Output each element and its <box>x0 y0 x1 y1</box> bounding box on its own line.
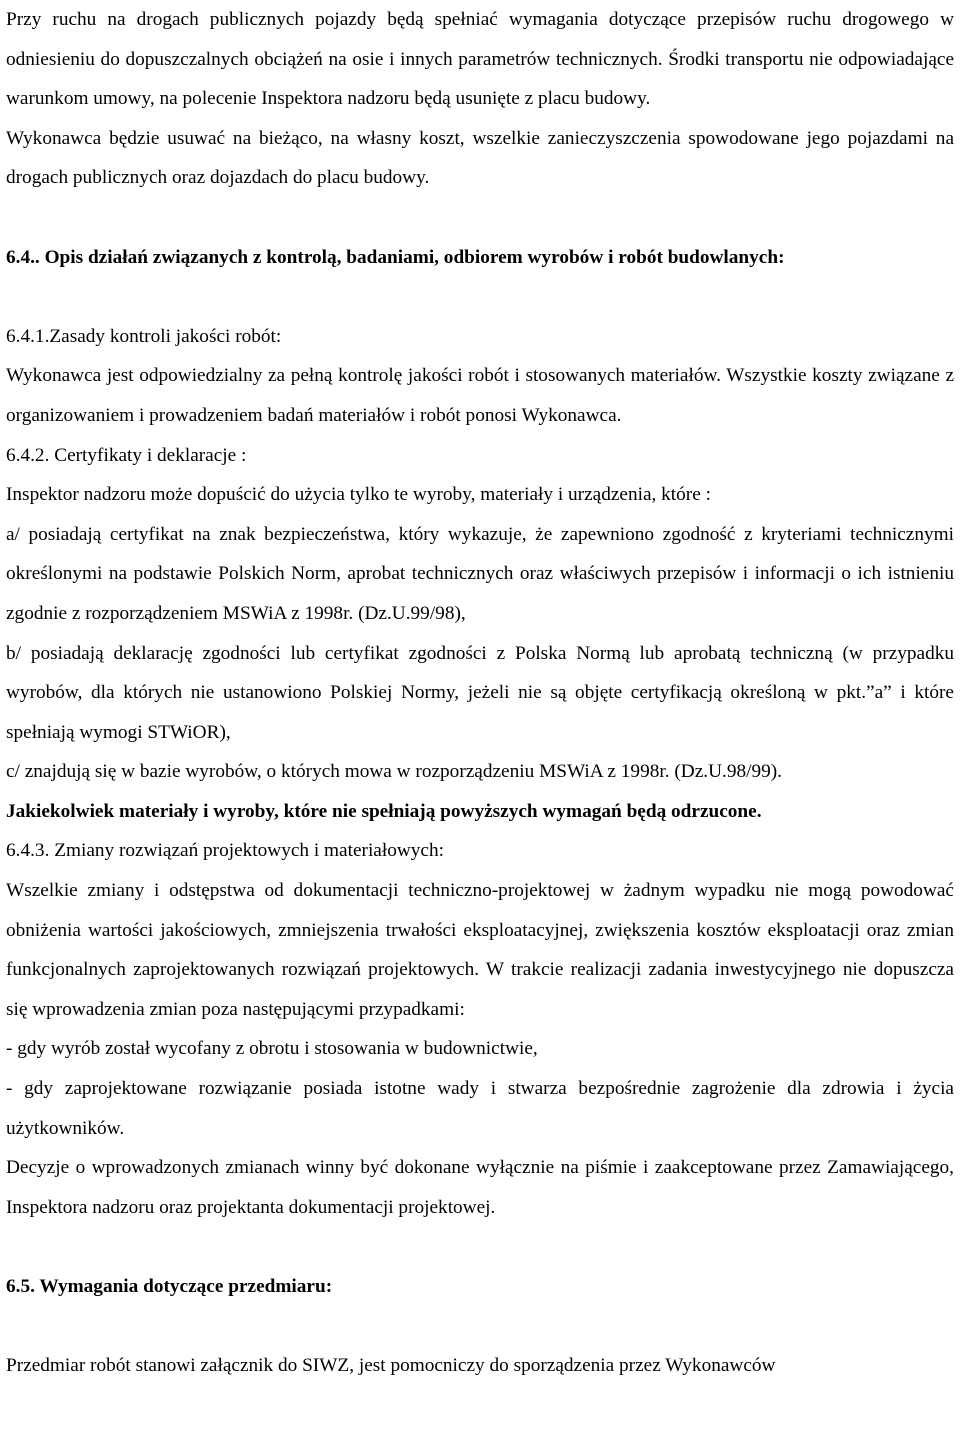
paragraph-inspector-approval: Inspektor nadzoru może dopuścić do użycia tylko te wyroby, materiały i urządzenia, które : <box>6 484 711 506</box>
section-heading-6-5: 6.5. Wymagania dotyczące przedmiaru: <box>6 1276 333 1297</box>
list-item-c: c/ znajdują się w bazie wyrobów, o których mowa w rozporządzeniu MSWiA z 1998r. (Dz.U.98/99). <box>6 761 782 783</box>
rejection-notice: Jakiekolwiek materiały i wyroby, które nie spełniają powyższych wymagań będą odrzucone. <box>6 800 762 822</box>
subsection-heading-6-4-2: 6.4.2. Certyfikaty i deklaracje : <box>6 444 247 466</box>
spacer <box>6 1307 954 1347</box>
spacer <box>6 198 954 238</box>
list-item-a: a/ posiadają certyfikat na znak bezpieczeństwa, który wykazuje, że zapewniono zgodność z kryteriami technicznymi określonymi na podstawie Polskich Norm, aprobat technicznych oraz właściwych przepisów i informacji o ich istnieniu zgodnie z rozporządzeniem MSWiA z 1998r. (Dz.U.99/98), <box>6 523 954 624</box>
paragraph-design-changes: Wszelkie zmiany i odstępstwa od dokumentacji techniczno-projektowej w żadnym wypadku nie mogą powodować obniżenia wartości jakościowych, zmniejszenia trwałości eksploatacyjnej, zwiększenia kosztów eksploatacji oraz zmian funkcjonalnych zaprojektowanych rozwiązań projektowych. W trakcie realizacji zadania inwestycyjnego nie dopuszcza się wprowadzenia zmian poza następującymi przypadkami: <box>6 880 954 1020</box>
list-item-design-defect: - gdy zaprojektowane rozwiązanie posiada istotne wady i stwarza bezpośrednie zagrożenie dla zdrowia i życia użytkowników. <box>6 1078 954 1139</box>
list-item-withdrawn-product: - gdy wyrób został wycofany z obrotu i stosowania w budownictwie, <box>6 1038 538 1060</box>
list-item-b: b/ posiadają deklarację zgodności lub certyfikat zgodności z Polska Normą lub aprobatą techniczną (w przypadku wyrobów, dla których nie ustanowiono Polskiej Normy, jeżeli nie są objęte certyfikacją określoną w pkt.”a” i które spełniają wymogi STWiOR), <box>6 642 954 743</box>
spacer <box>6 277 954 317</box>
subsection-heading-6-4-3: 6.4.3. Zmiany rozwiązań projektowych i materiałowych: <box>6 840 444 862</box>
paragraph-traffic-requirements: Przy ruchu na drogach publicznych pojazdy będą spełniać wymagania dotyczące przepisów ruchu drogowego w odniesieniu do dopuszczalnych obciążeń na osie i innych parametrów technicznych. Środki transportu nie odpowiadające warunkom umowy, na polecenie Inspektora nadzoru będą usunięte z placu budowy. <box>6 9 954 110</box>
paragraph-quality-control: Wykonawca jest odpowiedzialny za pełną kontrolę jakości robót i stosowanych materiałów. Wszystkie koszty związane z organizowaniem i prowadzeniem badań materiałów i robót ponosi Wykonawca. <box>6 365 954 426</box>
paragraph-bill-of-quantities: Przedmiar robót stanowi załącznik do SIWZ, jest pomocniczy do sporządzenia przez Wykonawców <box>6 1355 776 1377</box>
paragraph-change-decisions: Decyzje o wprowadzonych zmianach winny być dokonane wyłącznie na piśmie i zaakceptowane przez Zamawiającego, Inspektora nadzoru oraz projektanta dokumentacji projektowej. <box>6 1157 954 1218</box>
spacer <box>6 1227 954 1267</box>
paragraph-cleaning-obligation: Wykonawca będzie usuwać na bieżąco, na własny koszt, wszelkie zanieczyszczenia spowodowane jego pojazdami na drogach publicznych oraz dojazdach do placu budowy. <box>6 127 954 189</box>
subsection-heading-6-4-1: 6.4.1.Zasady kontroli jakości robót: <box>6 325 282 347</box>
section-heading-6-4: 6.4.. Opis działań związanych z kontrolą, badaniami, odbiorem wyrobów i robót budowlanych: <box>6 246 785 268</box>
